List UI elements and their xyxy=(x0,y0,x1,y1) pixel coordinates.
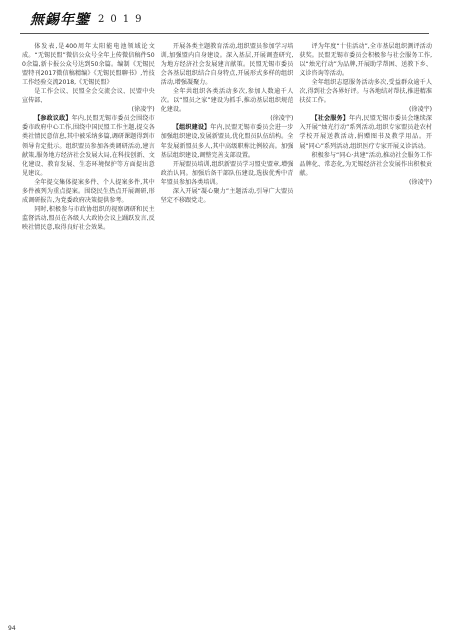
paragraph xyxy=(161,87,294,114)
text-column-3 xyxy=(299,42,432,620)
section-heading: 【参政议政】 xyxy=(34,115,72,123)
paragraph-text: 是工作会议、民盟全会交流会议、民盟中央宣传部、 xyxy=(22,88,155,105)
section-heading: 【社会服务】 xyxy=(311,115,349,123)
paragraph-text: 年内,民盟无锡市委员会围绕市委市政府中心工作,围绕中国民盟工作主题,提交各类社情民意信息,其中被采纳多篇,调研课题得到市领导肯定批示。组织盟员参加各类调研活动,建言献策,服务地方经济社会发展大局,在科技创新、文化建设、教育发展、生态环境保护等方面提出意见建议。 xyxy=(22,115,155,177)
yearbook-logo: 無錫年鑒 xyxy=(30,12,90,28)
author-signature: (徐凌宇) xyxy=(131,106,155,114)
paragraph-text: 同时,积极参与市政协组织的视察调研和民主监督活动,盟员在各级人大政协会议上踊跃发言,反映社情民意,取得良好社会效果。 xyxy=(22,205,155,231)
paragraph-text: 深入开展“凝心聚力”主题活动,引导广大盟员坚定不移跟党走。 xyxy=(160,187,294,204)
paragraph-text: 全年组织志愿服务活动多次,受益群众逾千人次,得到社会各界好评。与各地结对帮扶,推进精准扶贫工作。 xyxy=(299,79,433,105)
paragraph-text: 开展各类主题教育活动,组织盟员参加学习培训,加强盟内自身建设。深入基层,开展调查研究,为地方经济社会发展建言献策。民盟无锡市委员会各基层组织结合自身特点,开展形式多样的组织活动,增强凝聚力。 xyxy=(160,43,294,87)
paragraph-text: 全年共组织各类活动多次,参加人数逾千人次。以“盟员之家”建设为抓手,推动基层组织规范化建设。 xyxy=(160,88,294,114)
section-heading: 【组织建设】 xyxy=(172,124,211,132)
paragraph-text: 积极参与“同心·共建”活动,推动社会服务工作品牌化、常态化,为无锡经济社会发展作出积极贡献。 xyxy=(299,151,433,177)
paragraph xyxy=(22,178,155,205)
header-divider xyxy=(20,33,429,34)
paragraph-text: 年内,民盟无锡市委员会进一步加强组织建设,发展新盟员,优化盟员队伍结构。全年发展新盟员多人,其中高级职称比例较高。加强基层组织建设,调整完善支部设置。 xyxy=(160,124,294,159)
page-header xyxy=(30,9,429,29)
paragraph xyxy=(299,78,432,105)
paragraph xyxy=(22,42,155,87)
paragraph xyxy=(161,123,294,159)
text-column-1 xyxy=(22,42,155,620)
paragraph xyxy=(299,42,432,78)
text-column-2 xyxy=(161,42,294,620)
paragraph-text: 年内,民盟无锡市委员会继续深入开展“烛光行动”系列活动,组织专家盟员赴农村学校开展送教活动,捐赠图书及教学用品。开展“同心”系列活动,组织医疗专家开展义诊活动。 xyxy=(299,115,433,150)
paragraph-text: 体发表,是400周年太阳能电池领域论文成。“无锡民盟”微信公众号全年上传微信稿件500余篇,新卡报公众号达到50余篇。编制《无锡民盟特刊2017微信稿精编》《无锡民盟聊书》,竹技工作经验交流2018,《无锡民盟》 xyxy=(22,43,155,87)
paragraph-text: 全年提交集体提案多件、个人提案多件,其中多件被列为重点提案。围绕民生热点开展调研,形成调研报告,为党委政府决策提供参考。 xyxy=(22,178,155,204)
article-columns xyxy=(22,42,432,620)
author-signature: (徐凌宇) xyxy=(408,106,433,114)
year-label: 2019 xyxy=(98,13,148,25)
paragraph xyxy=(22,205,155,232)
paragraph xyxy=(299,151,432,178)
paragraph-text: 评为年度“十佳活动”,全市基层组织测评活动获奖。民盟无锡市委员会积极参与社会服务工作,以“烛光行动”为品牌,开展助学帮困、送教下乡、义诊咨询等活动。 xyxy=(299,43,433,78)
paragraph xyxy=(161,160,294,187)
paragraph xyxy=(22,114,155,177)
paragraph xyxy=(299,114,432,150)
author-signature: (徐凌宇) xyxy=(270,115,294,123)
page-number: 94 xyxy=(8,625,16,632)
paragraph xyxy=(161,42,294,87)
paragraph xyxy=(161,187,294,205)
paragraph-text: 开展盟员培训,组织新盟员学习盟史盟章,增强政治认同。加强后备干部队伍建设,选拔优秀中青年盟员参加各类培训。 xyxy=(160,160,294,186)
author-signature: (徐凌宇) xyxy=(408,178,433,186)
paragraph xyxy=(22,87,155,105)
